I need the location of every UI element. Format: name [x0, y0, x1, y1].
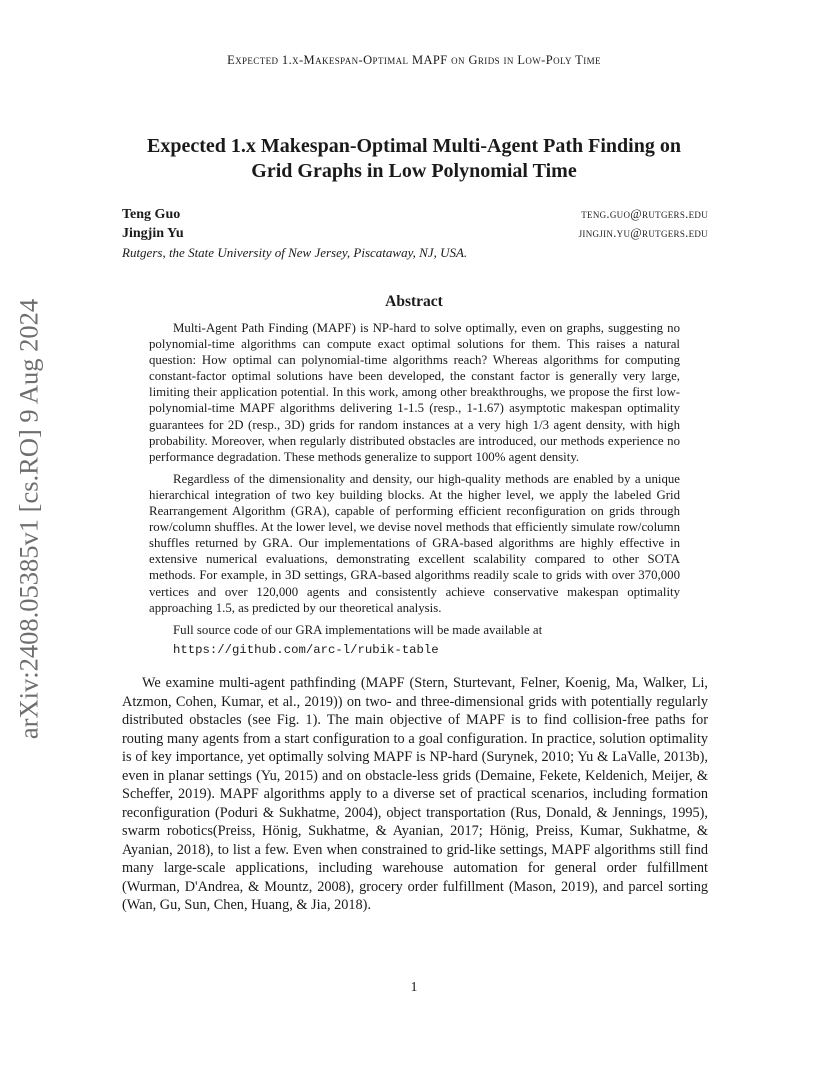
abstract: [149, 320, 680, 659]
affiliation: Rutgers, the State University of New Jersey, Piscataway, NJ, USA.: [122, 245, 468, 260]
title-line-2: Grid Graphs in Low Polynomial Time: [251, 160, 577, 182]
body-text: [122, 674, 708, 915]
author-name: Jingjin Yu: [122, 225, 184, 241]
author-block: [122, 207, 708, 261]
author-row: [122, 226, 708, 245]
abstract-paragraph-2: Regardless of the dimensionality and density, our high-quality methods are enabled by a unique hierarchical integration of two key building blocks. At the higher level, we apply the labeled Grid Rearrangement Algorithm (GRA), capable of performing efficient reconfiguration on grids through row/column shuffles. At the lower level, we devise novel methods that efficiently simulate row/column shuffles returned by GRA. Our implementations of GRA-based algorithms are highly effective in extensive numerical evaluations, demonstrating excellent scalability compared to other SOTA methods. For example, in 3D settings, GRA-based algorithms readily scale to grids with over 370,000 vertices and over 120,000 agents and consistently achieve conservative makespan optimality approaching 1.5, as predicted by our theoretical analysis.: [149, 471, 680, 615]
author-email[interactable]: teng.guo@rutgers.edu: [581, 207, 708, 221]
source-code-link[interactable]: https://github.com/arc-l/rubik-table: [173, 642, 439, 657]
abstract-heading: Abstract: [385, 293, 443, 310]
page-number: 1: [410, 980, 418, 995]
arxiv-identifier[interactable]: arXiv:2408.05385v1 [cs.RO] 9 Aug 2024: [13, 298, 44, 740]
arxiv-sidebar: [10, 289, 48, 749]
running-header: Expected 1.x-Makespan-Optimal MAPF on Grids in Low-Poly Time: [227, 53, 601, 67]
body-paragraph: We examine multi-agent pathfinding (MAPF (Stern, Sturtevant, Felner, Koenig, Ma, Walker, Li, Atzmon, Cohen, Kumar, et al., 2019)) on two- and three-dimensional grids with potentially regularly distributed obstacles (see Fig. 1). The main objective of MAPF is to find collision-free paths for routing many agents from a start configuration to a goal configuration. In practice, solution optimality is of key importance, yet optimally solving MAPF is NP-hard (Surynek, 2010; Yu & LaValle, 2013b), even in planar settings (Yu, 2015) and on obstacle-less grids (Demaine, Fekete, Keldenich, Meijer, & Scheffer, 2019). MAPF algorithms apply to a diverse set of practical scenarios, including formation reconfiguration (Poduri & Sukhatme, 2004), object transportation (Rus, Donald, & Jennings, 1995), swarm robotics(Preiss, Hönig, Sukhatme, & Ayanian, 2017; Hönig, Preiss, Kumar, Sukhatme, & Ayanian, 2018), to list a few. Even when constrained to grid-like settings, MAPF algorithms still find many large-scale applications, including warehouse automation for general order fulfillment (Wurman, D'Andrea, & Mountz, 2008), grocery order fulfillment (Mason, 2019), and parcel sorting (Wan, Gu, Sun, Chen, Huang, & Jia, 2018).: [122, 675, 708, 913]
paper-title: [90, 134, 738, 184]
title-line-1: Expected 1.x Makespan-Optimal Multi-Agent Path Finding on: [147, 135, 681, 157]
abstract-paragraph-3: Full source code of our GRA implementations will be made available at: [173, 622, 543, 637]
author-email[interactable]: jingjin.yu@rutgers.edu: [578, 225, 708, 240]
author-name: Teng Guo: [122, 207, 181, 222]
abstract-paragraph-1: Multi-Agent Path Finding (MAPF) is NP-hard to solve optimally, even on graphs, suggesting no polynomial-time algorithms can compute exact optimal solutions for them. This raises a natural question: How optimal can polynomial-time algorithms reach? Whereas algorithms for computing constant-factor optimal solutions have been developed, the constant factor is generally very large, limiting their application potential. In this work, among other breakthroughs, we propose the first low-polynomial-time MAPF algorithms delivering 1-1.5 (resp., 1-1.67) asymptotic makespan optimality guarantees for 2D (resp., 3D) grids for random instances at a very high 1/3 agent density, with high probability. Moreover, when regularly distributed obstacles are introduced, our methods experience no performance degradation. These methods generalize to support 100% agent density.: [149, 321, 680, 464]
author-row: [122, 207, 708, 226]
